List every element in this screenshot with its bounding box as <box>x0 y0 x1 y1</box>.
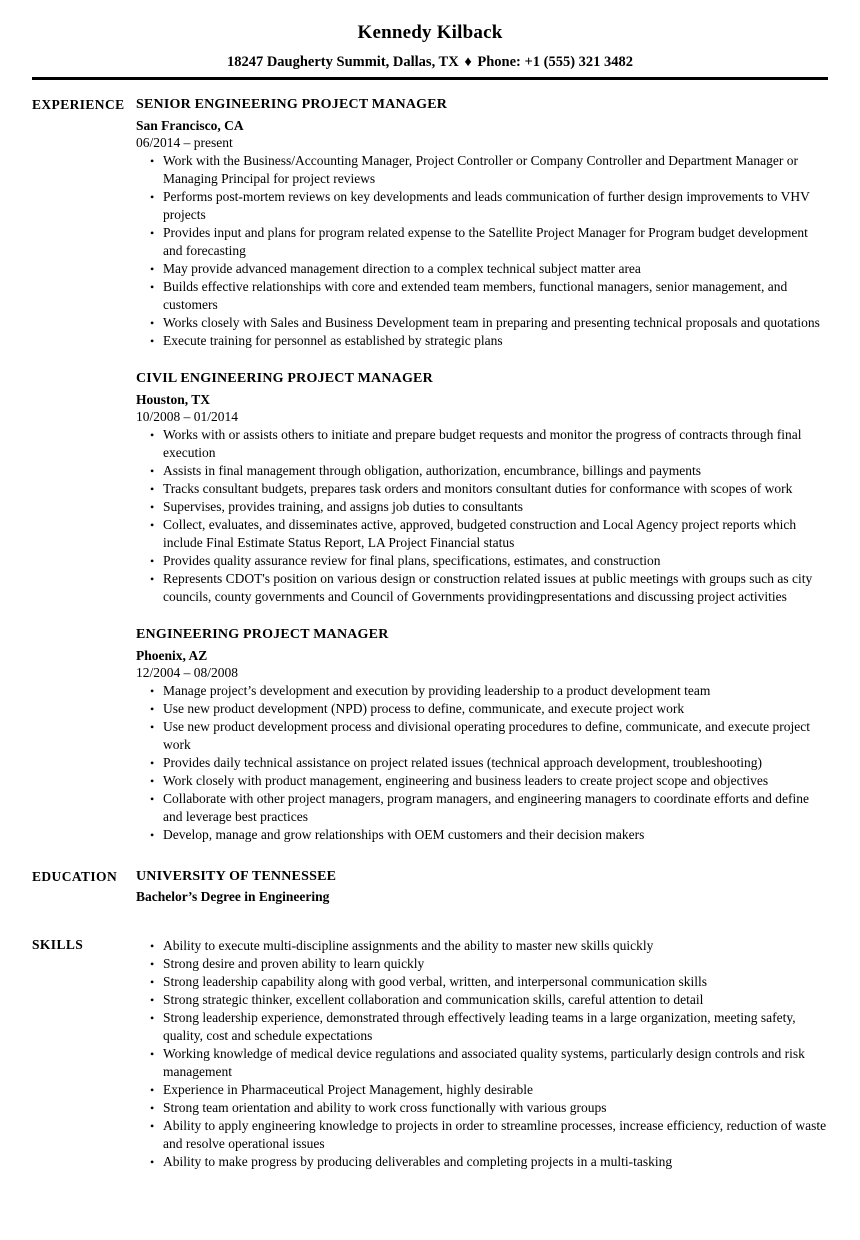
section-skills <box>0 936 860 1171</box>
job-bullet: • Work with the Business/Accounting Manager, Project Controller or Company Controller and Department Manager or Managing Principal for project reviews <box>136 152 828 188</box>
experience-entries <box>136 96 860 844</box>
job-bullet: • Use new product development process and divisional operating procedures to define, communicate, and execute project work <box>136 718 828 754</box>
resume-header <box>0 0 860 80</box>
job-bullet: • Assists in final management through obligation, authorization, encumbrance, billings and payments <box>136 462 828 480</box>
section-education <box>0 868 860 906</box>
job-bullet: • Provides quality assurance review for final plans, specifications, estimates, and construction <box>136 552 828 570</box>
skill-bullet: • Working knowledge of medical device regulations and associated quality systems, particularly design controls and risk management <box>136 1045 828 1081</box>
job-bullet: • Work closely with product management, engineering and business leaders to create project scope and objectives <box>136 772 828 790</box>
skill-bullet: • Strong leadership capability along with good verbal, written, and interpersonal communication skills <box>136 973 828 991</box>
job-dates: 06/2014 – present <box>136 135 233 150</box>
skill-bullet: • Ability to execute multi-discipline assignments and the ability to master new skills quickly <box>136 937 828 955</box>
job-bullet: • Performs post-mortem reviews on key developments and leads communication of further design improvements to VHV projects <box>136 188 828 224</box>
job-title: SENIOR ENGINEERING PROJECT MANAGER <box>136 97 448 112</box>
job-bullet: • Manage project’s development and execution by providing leadership to a product development team <box>136 682 828 700</box>
skills-bullet-list <box>136 937 828 1171</box>
skill-bullet: • Strong leadership experience, demonstrated through effectively leading teams in a large organization, meeting safety, quality, cost and schedule expectations <box>136 1009 828 1045</box>
skill-bullet: • Strong desire and proven ability to learn quickly <box>136 955 828 973</box>
section-experience <box>0 96 860 844</box>
job-bullet-list <box>136 152 828 350</box>
job-bullet: • Works with or assists others to initiate and prepare budget requests and monitor the progress of contracts through final execution <box>136 426 828 462</box>
job-bullet-list <box>136 426 828 606</box>
education-school: UNIVERSITY OF TENNESSEE <box>136 869 337 884</box>
skill-bullet: • Experience in Pharmaceutical Project Management, highly desirable <box>136 1081 828 1099</box>
skill-bullet: • Ability to apply engineering knowledge to projects in order to streamline processes, increase efficiency, reduction of waste and resolve operational issues <box>136 1117 828 1153</box>
job-dates: 10/2008 – 01/2014 <box>136 409 239 424</box>
experience-job <box>136 626 828 844</box>
job-bullet: • Provides input and plans for program related expense to the Satellite Project Manager for Program budget development and forecasting <box>136 224 828 260</box>
job-bullet: • May provide advanced management direction to a complex technical subject matter area <box>136 260 828 278</box>
experience-job <box>136 370 828 606</box>
candidate-name: Kennedy Kilback <box>357 22 503 43</box>
section-label-skills: SKILLS <box>32 937 84 952</box>
job-bullet: • Execute training for personnel as established by strategic plans <box>136 332 828 350</box>
job-bullet: • Works closely with Sales and Business Development team in preparing and presenting technical proposals and quotations <box>136 314 828 332</box>
job-title: CIVIL ENGINEERING PROJECT MANAGER <box>136 371 433 386</box>
job-location: Houston, TX <box>136 392 211 407</box>
experience-job <box>136 96 828 350</box>
job-location: Phoenix, AZ <box>136 648 208 663</box>
job-bullet: • Tracks consultant budgets, prepares task orders and monitors consultant duties for conformance with scopes of work <box>136 480 828 498</box>
skill-bullet: • Ability to make progress by producing deliverables and completing projects in a multi-tasking <box>136 1153 828 1171</box>
job-bullet: • Collaborate with other project managers, program managers, and engineering managers to coordinate efforts and define and leverage best practices <box>136 790 828 826</box>
job-title: ENGINEERING PROJECT MANAGER <box>136 627 389 642</box>
resume-body <box>0 80 860 1171</box>
candidate-address: 18247 Daugherty Summit, Dallas, TX <box>226 54 459 70</box>
section-label-education: EDUCATION <box>32 869 118 884</box>
job-bullet: • Represents CDOT's position on various design or construction related issues at public meetings with groups such as city councils, county governments and Council of Governments providingpresentations and discussing project activities <box>136 570 828 606</box>
job-location: San Francisco, CA <box>136 118 244 133</box>
contact-line <box>0 53 860 71</box>
skills-list-wrapper <box>136 936 860 1171</box>
job-dates: 12/2004 – 08/2008 <box>136 665 239 680</box>
job-bullet: • Provides daily technical assistance on project related issues (technical approach development, troubleshooting) <box>136 754 828 772</box>
skill-bullet: • Strong strategic thinker, excellent collaboration and communication skills, careful attention to detail <box>136 991 828 1009</box>
skill-bullet: • Strong team orientation and ability to work cross functionally with various groups <box>136 1099 828 1117</box>
job-bullet: • Builds effective relationships with core and extended team members, functional managers, senior management, and customers <box>136 278 828 314</box>
section-label-experience: EXPERIENCE <box>32 97 125 112</box>
job-bullet: • Use new product development (NPD) process to define, communicate, and execute project work <box>136 700 828 718</box>
job-bullet: • Collect, evaluates, and disseminates active, approved, budgeted construction and Local Agency project reports which include Final Estimate Status Report, LA Project Financial status <box>136 516 828 552</box>
candidate-phone: Phone: +1 (555) 321 3482 <box>477 54 634 70</box>
diamond-separator-icon: ♦ <box>464 54 472 70</box>
education-entries <box>136 868 860 906</box>
job-bullet-list <box>136 682 828 844</box>
job-bullet: • Supervises, provides training, and assigns job duties to consultants <box>136 498 828 516</box>
job-bullet: • Develop, manage and grow relationships with OEM customers and their decision makers <box>136 826 828 844</box>
education-degree: Bachelor’s Degree in Engineering <box>136 889 330 904</box>
